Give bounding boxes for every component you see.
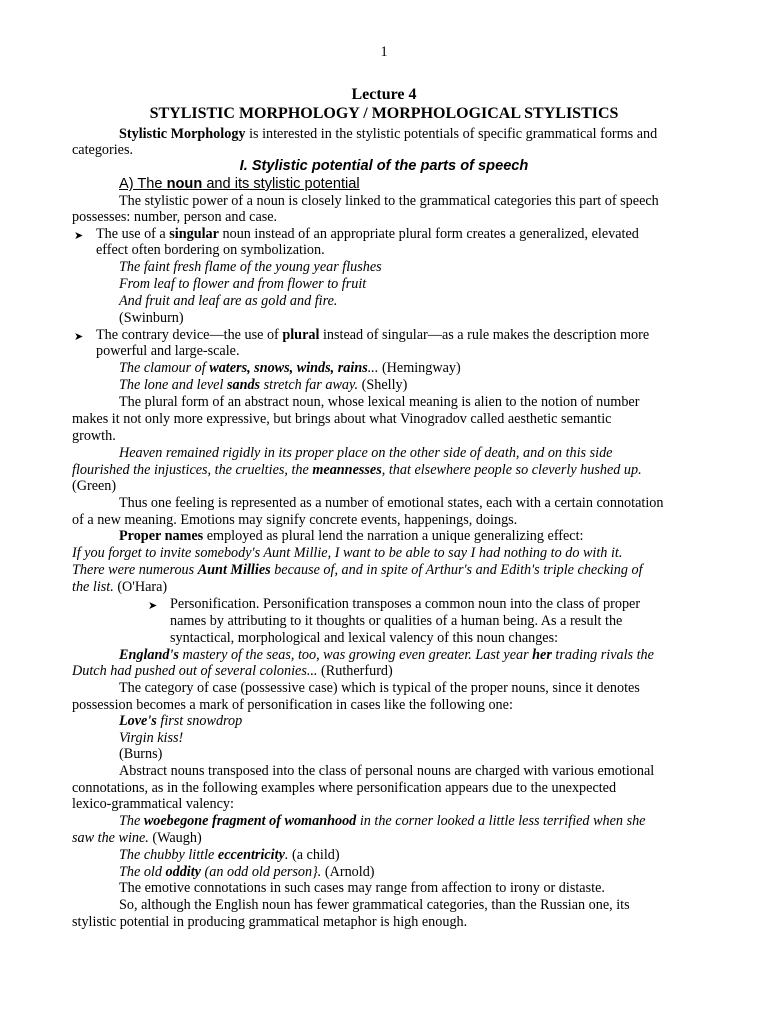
intro-term: Stylistic Morphology [119,126,246,142]
bullet-arrow-icon: ➤ [74,230,84,242]
poem-line-2: From leaf to flower and from flower to fruit [119,276,367,292]
p1-line-2: possesses: number, person and case. [72,209,278,225]
bullet-arrow-icon: ➤ [148,600,158,612]
example-6-line-2: Virgin kiss! [119,730,184,746]
p2-line-2: makes it not only more expressive, but brings about what Vinogradov called aesthetic semantic [72,411,612,427]
p2-line-3: growth. [72,428,116,444]
example-7-line-1: The woebegone fragment of womanhood in the corner looked a little less terrified when she [119,813,646,829]
example-7-line-2: saw the wine. (Waugh) [72,830,202,846]
poem-line-3: And fruit and leaf are as gold and fire. [119,293,338,309]
p1-line-1: The stylistic power of a noun is closely linked to the grammatical categories this part of speech [119,193,659,209]
page-number: 1 [380,44,388,60]
p4: Proper names employed as plural lend the narration a unique generalizing effect: [119,528,584,544]
p5-line-1: The category of case (possessive case) which is typical of the proper nouns, since it denotes [119,680,640,696]
bullet-3-line-2: names by attributing to it thoughts or qualities of a human being. As a result the [170,613,623,629]
example-8: The chubby little eccentricity. (a child) [119,847,340,863]
example-6-source: (Burns) [119,746,163,762]
lecture-number: Lecture 4 [351,86,417,103]
example-3-line-2: flourished the injustices, the cruelties, the meannesses, that elsewhere people so cleverly hushed up. [72,462,642,478]
bullet-3-line-3: syntactical, morphological and lexical valency of this noun changes: [170,630,559,646]
example-1: The clamour of waters, snows, winds, rains... (Hemingway) [119,360,461,376]
example-4-line-2: There were numerous Aunt Millies because of, and in spite of Arthur's and Edith's triple checking of [72,562,643,578]
p8-line-2: stylistic potential in producing grammatical metaphor is high enough. [72,914,468,930]
poem-source: (Swinburn) [119,310,184,326]
p6-line-1: Abstract nouns transposed into the class of personal nouns are charged with various emotional [119,763,655,779]
bullet-1-line-2: effect often bordering on symbolization. [96,242,325,258]
page-title: STYLISTIC MORPHOLOGY / MORPHOLOGICAL STYLISTICS [149,105,619,122]
example-9: The old oddity (an odd old person}. (Arnold) [119,864,375,880]
bullet-3-line-1: Personification. Personification transposes a common noun into the class of proper [170,596,641,612]
example-5-line-1: England's mastery of the seas, too, was growing even greater. Last year her trading rivals the [119,647,654,663]
bullet-1-line-1: The use of a singular noun instead of an appropriate plural form creates a generalized, elevated [96,226,639,242]
p3-line-1: Thus one feeling is represented as a number of emotional states, each with a certain connotation [119,495,664,511]
example-4-line-3: the list. (O'Hara) [72,579,168,595]
example-4-line-1: If you forget to invite somebody's Aunt Millie, I want to be able to say I had nothing to do with it. [72,545,623,561]
section-title: I. Stylistic potential of the parts of speech [239,158,529,174]
p6-line-2: connotations, as in the following examples where personification appears due to the unexpected [72,780,617,796]
example-3-line-1: Heaven remained rigidly in its proper place on the other side of death, and on this side [119,445,613,461]
example-2: The lone and level sands stretch far away. (Shelly) [119,377,408,393]
example-6-line-1: Love's first snowdrop [119,713,243,729]
bullet-2-line-2: powerful and large-scale. [96,343,240,359]
p7: The emotive connotations in such cases may range from affection to irony or distaste. [119,880,605,896]
p2-line-1: The plural form of an abstract noun, whose lexical meaning is alien to the notion of number [119,394,640,410]
poem-line-1: The faint fresh flame of the young year flushes [119,259,382,275]
bullet-2-line-1: The contrary device—the use of plural instead of singular—as a rule makes the description more [96,327,650,343]
p3-line-2: of a new meaning. Emotions may signify concrete events, happenings, doings. [72,512,518,528]
subsection-heading: A) The noun and its stylistic potential [119,176,360,192]
p8-line-1: So, although the English noun has fewer grammatical categories, than the Russian one, its [119,897,630,913]
intro-line-2: categories. [72,142,134,158]
example-3-source: (Green) [72,478,117,494]
example-5-line-2: Dutch had pushed out of several colonies... (Rutherfurd) [72,663,393,679]
p6-line-3: lexico-grammatical valency: [72,796,234,812]
bullet-arrow-icon: ➤ [74,331,84,343]
p5-line-2: possession becomes a mark of personification in cases like the following one: [72,697,513,713]
intro-line-1: Stylistic Morphology is interested in the stylistic potentials of specific grammatical forms and [119,126,658,142]
